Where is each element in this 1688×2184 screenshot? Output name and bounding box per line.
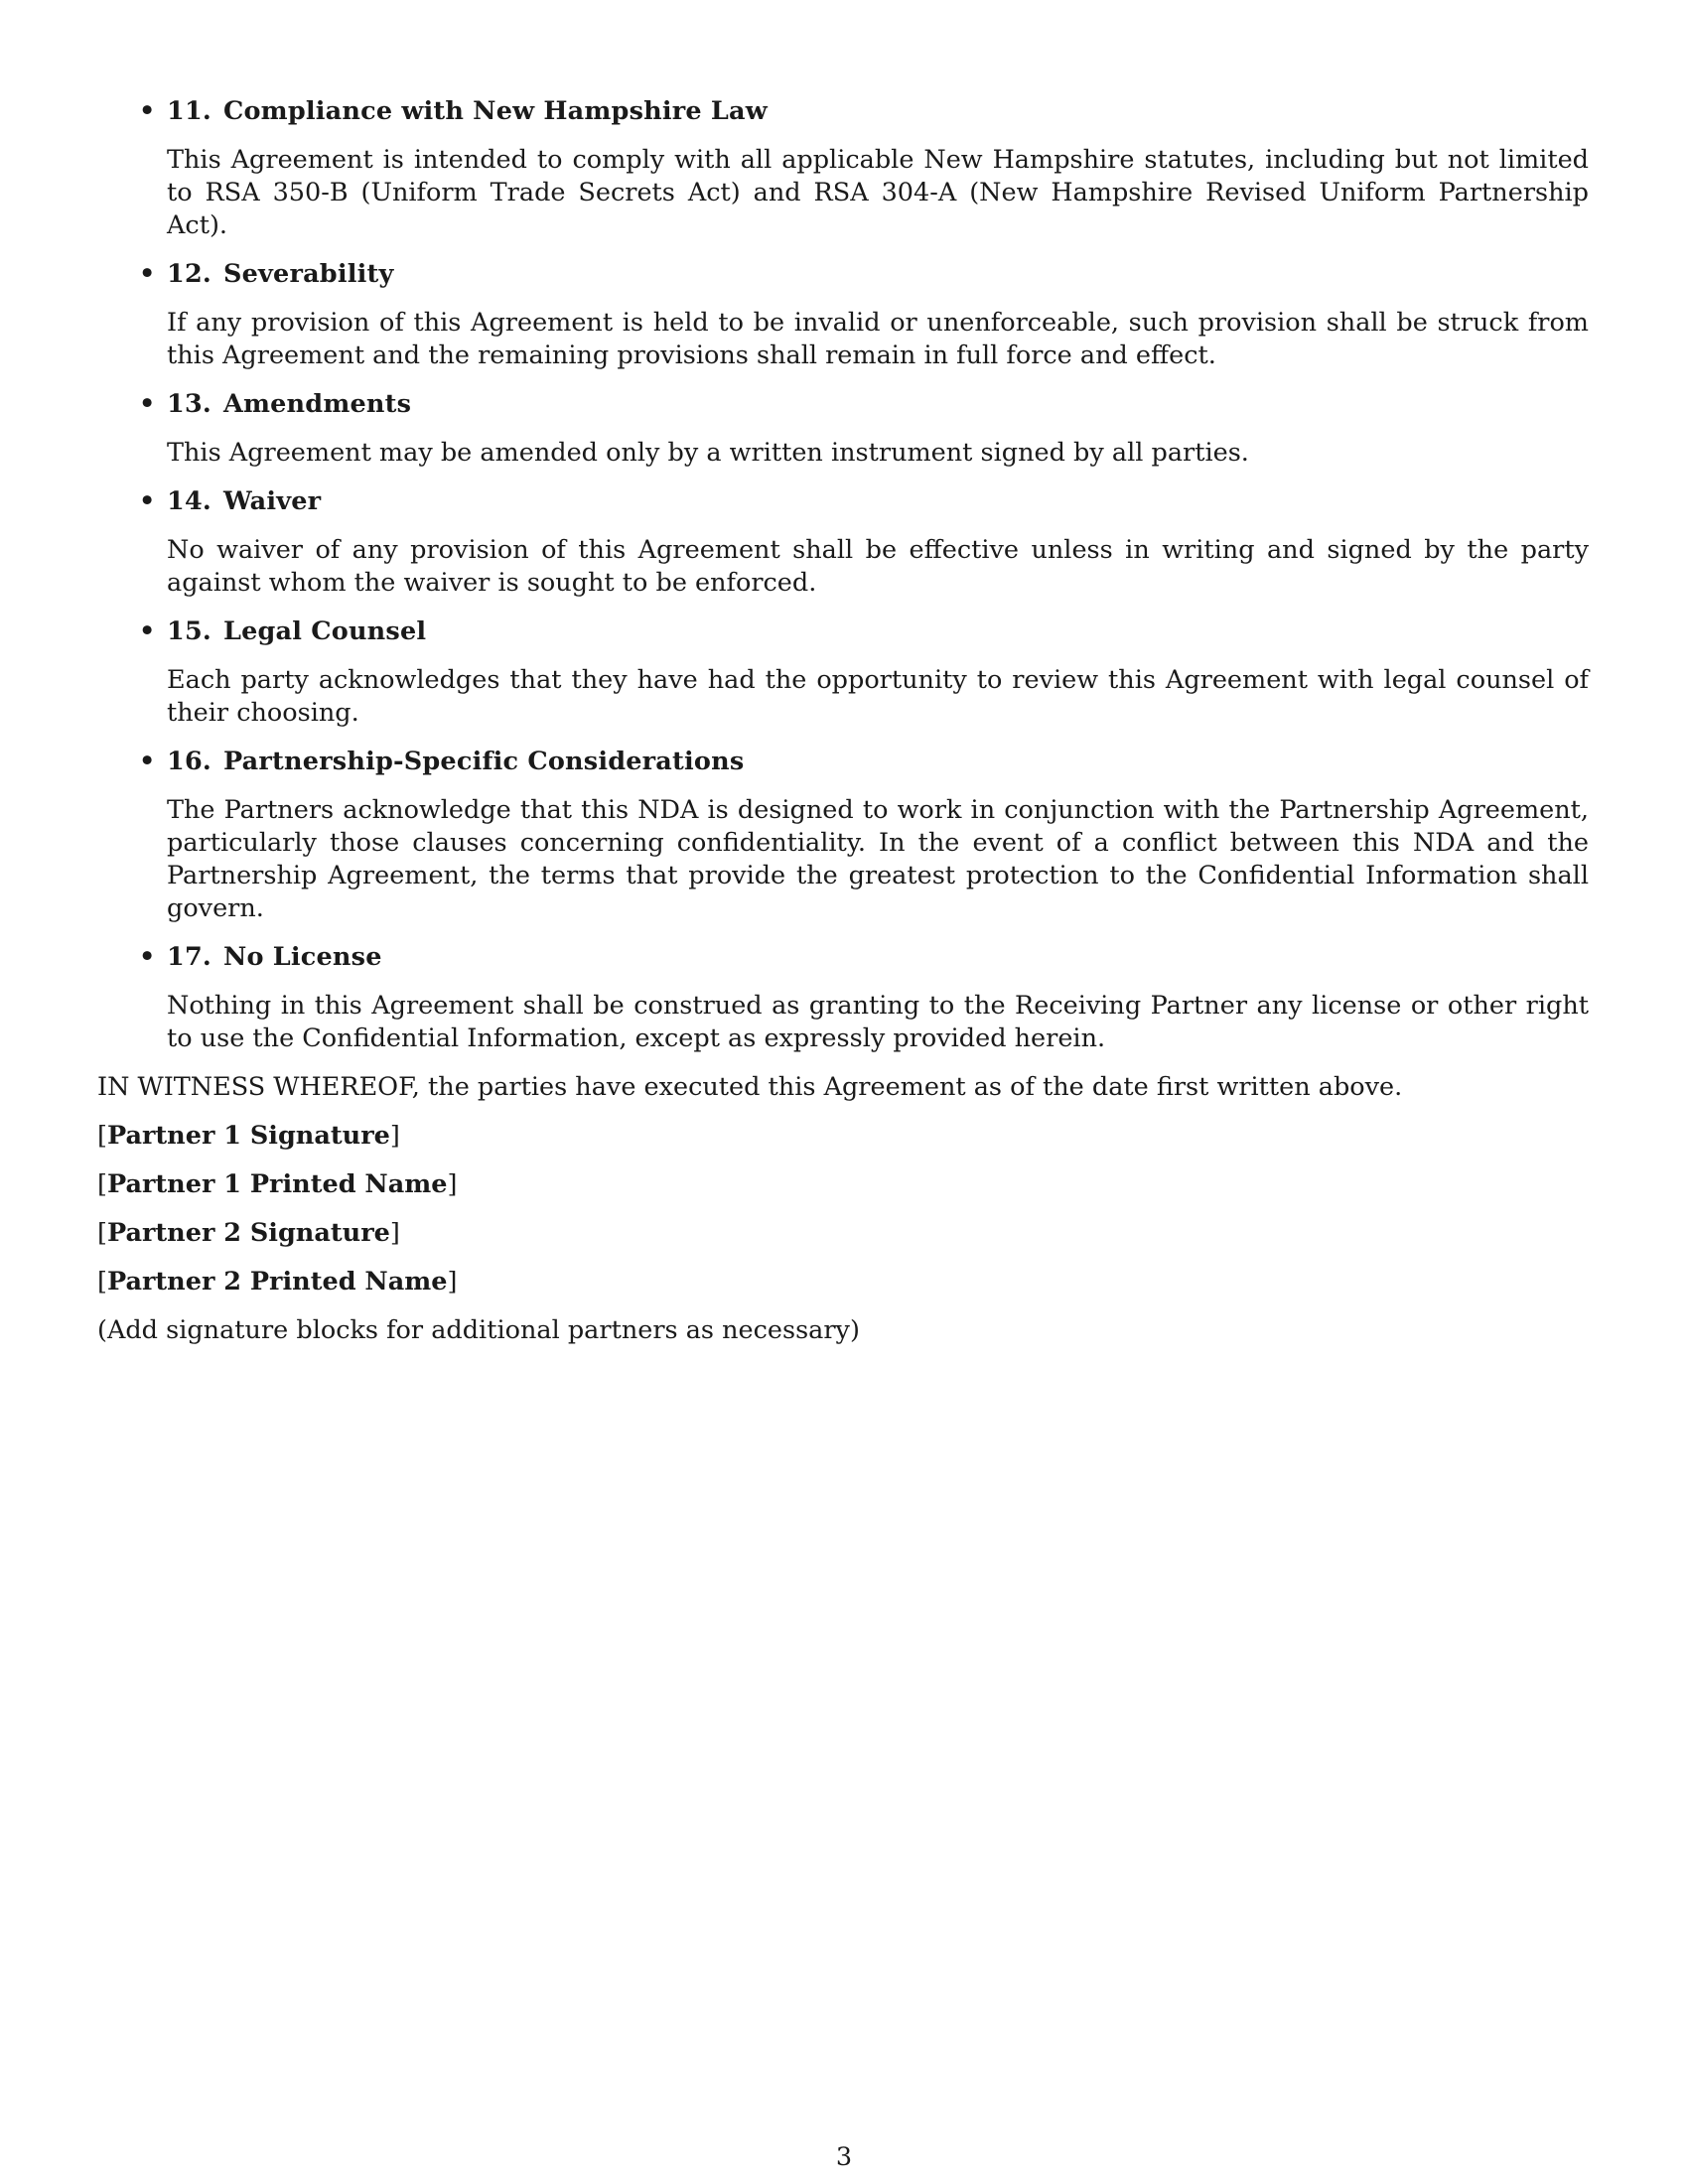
witness-statement: IN WITNESS WHEREOF, the parties have executed this Agreement as of the date first written above. — [97, 1072, 1403, 1102]
bracket-close: ] — [389, 1218, 400, 1248]
bracket-close: ] — [447, 1267, 458, 1297]
section-16 — [97, 746, 1589, 925]
page-number: 3 — [835, 2142, 853, 2172]
bracket-open: [ — [97, 1169, 107, 1199]
section-number: 16. — [167, 747, 211, 776]
section-body: Nothing in this Agreement shall be construed as granting to the Receiving Partner any license or other right to use the Confidential Information, except as expressly provided herein. — [167, 991, 1589, 1053]
section-body: This Agreement is intended to comply with all applicable New Hampshire statutes, including but not limited to RSA 350-B (Uniform Trade Secrets Act) and RSA 304-A (New Hampshire Revised Uniform Partnership Act). — [167, 145, 1589, 240]
section-title: Legal Counsel — [222, 616, 427, 646]
section-title: Compliance with New Hampshire Law — [222, 96, 768, 126]
section-title: Amendments — [222, 389, 412, 419]
section-number: 12. — [167, 259, 211, 289]
bullet-icon: • — [139, 486, 156, 516]
section-number: 11. — [167, 96, 211, 126]
section-14 — [97, 485, 1589, 600]
bullet-icon: • — [139, 616, 156, 646]
section-body: This Agreement may be amended only by a written instrument signed by all parties. — [167, 438, 1249, 468]
bracket-open: [ — [97, 1218, 107, 1248]
section-heading — [167, 95, 1589, 128]
bullet-icon: • — [139, 96, 156, 126]
section-number: 13. — [167, 389, 211, 419]
signature-line-partner-1 — [97, 1120, 1589, 1153]
document-page — [97, 95, 1589, 1347]
section-body: No waiver of any provision of this Agreement shall be effective unless in writing and signed by the party against whom the waiver is sought to be enforced. — [167, 535, 1589, 598]
section-12 — [97, 258, 1589, 372]
section-body: The Partners acknowledge that this NDA is designed to work in conjunction with the Partnership Agreement, particularly those clauses concerning confidentiality. In the event of a conflict between this NDA and the Partnership Agreement, the terms that provide the greatest protection to the Confidential Information shall govern. — [167, 795, 1589, 923]
printed-name-label: Partner 1 Printed Name — [106, 1169, 448, 1199]
section-title: Severability — [222, 259, 394, 289]
section-17 — [97, 941, 1589, 1055]
bullet-icon: • — [139, 259, 156, 289]
printed-name-line-partner-1 — [97, 1168, 1589, 1201]
section-11 — [97, 95, 1589, 242]
section-title: Partnership-Specific Considerations — [222, 747, 745, 776]
section-title: Waiver — [222, 486, 322, 516]
section-body: If any provision of this Agreement is held to be invalid or unenforceable, such provision shall be struck from this Agreement and the remaining provisions shall remain in full force and effect. — [167, 308, 1589, 370]
section-number: 14. — [167, 486, 211, 516]
section-number: 15. — [167, 616, 211, 646]
section-heading — [167, 485, 1589, 518]
printed-name-label: Partner 2 Printed Name — [106, 1267, 448, 1297]
signature-label: Partner 2 Signature — [106, 1218, 390, 1248]
section-body: Each party acknowledges that they have had the opportunity to review this Agreement with legal counsel of their choosing. — [167, 665, 1589, 728]
section-list — [97, 95, 1589, 1055]
additional-signatures-note: (Add signature blocks for additional partners as necessary) — [97, 1315, 860, 1345]
bracket-close: ] — [389, 1121, 400, 1151]
section-heading — [167, 941, 1589, 974]
printed-name-line-partner-2 — [97, 1266, 1589, 1298]
bullet-icon: • — [139, 942, 156, 972]
section-number: 17. — [167, 942, 211, 972]
signature-label: Partner 1 Signature — [106, 1121, 390, 1151]
section-heading — [167, 258, 1589, 291]
section-13 — [97, 388, 1589, 470]
signature-line-partner-2 — [97, 1217, 1589, 1250]
bullet-icon: • — [139, 389, 156, 419]
section-heading — [167, 388, 1589, 421]
bullet-icon: • — [139, 747, 156, 776]
bracket-open: [ — [97, 1121, 107, 1151]
section-heading — [167, 615, 1589, 648]
section-15 — [97, 615, 1589, 730]
bracket-close: ] — [447, 1169, 458, 1199]
bracket-open: [ — [97, 1267, 107, 1297]
section-title: No License — [222, 942, 382, 972]
section-heading — [167, 746, 1589, 778]
